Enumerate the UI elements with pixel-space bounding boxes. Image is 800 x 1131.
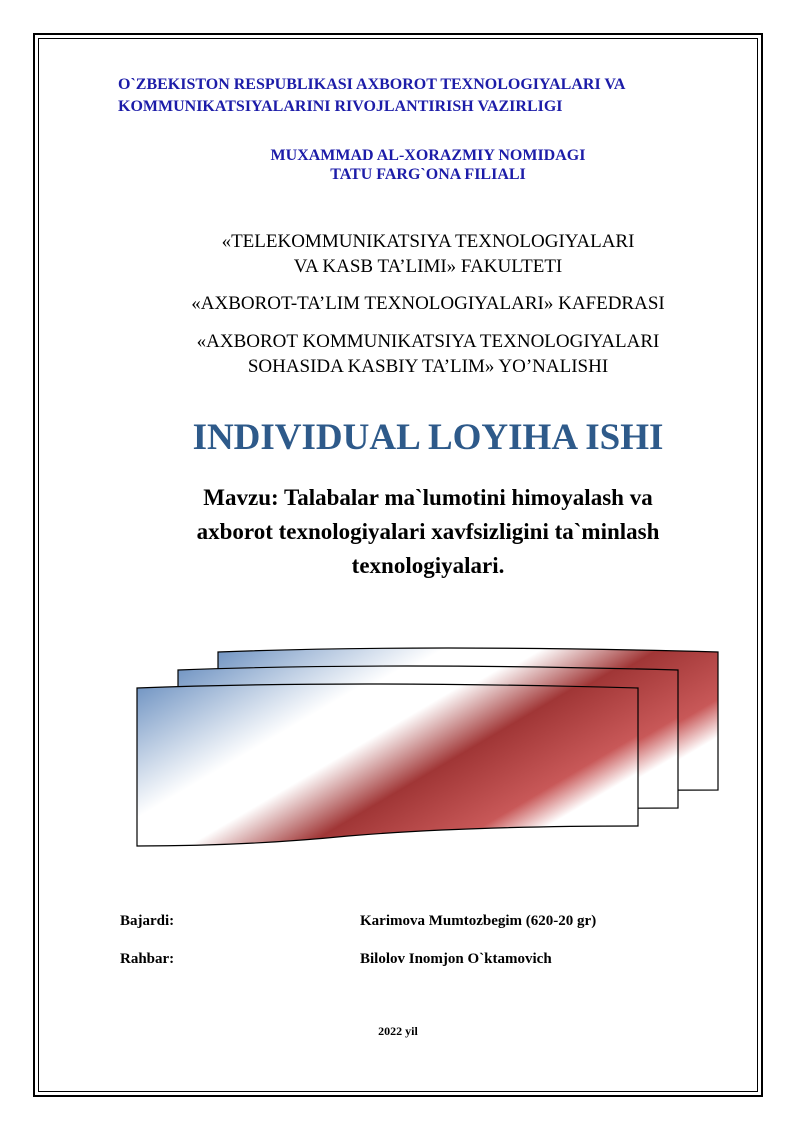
direction-line-2: SOHASIDA KASBIY TA’LIM» YO’NALISHI [247,356,609,377]
direction-line-1: «AXBOROT KOMMUNIKATSIYA TEXNOLOGIYALARI [196,331,660,352]
branch-line-2: TATU FARG`ONA FILIALI [330,166,526,183]
direction-name [0,329,800,379]
performed-by-label: Bajardi: [120,913,175,929]
topic-line-3: texnologiyalari. [351,553,505,578]
ministry-name [118,74,738,118]
faculty-name [0,229,800,279]
ministry-line-2: KOMMUNIKATSIYALARINI RIVOJLANTIRISH VAZIRLIGI [118,98,563,115]
performed-by-value: Karimova Mumtozbegim (620-20 gr) [360,913,597,929]
document-title: INDIVIDUAL LOYIHA ISHI [192,417,664,458]
faculty-line-1: «TELEKOMMUNIKATSIYA TEXNOLOGIYALARI [221,231,635,252]
branch-name [0,146,800,184]
year: 2022 yil [378,1024,418,1038]
banner-sheet-front [137,684,638,846]
supervisor-label: Rahbar: [120,951,175,967]
department-name: «AXBOROT-TA’LIM TEXNOLOGIYALARI» KAFEDRASI [191,293,665,314]
topic-line-2: axborot texnologiyalari xavfsizligini ta`minlash [196,519,660,544]
decorative-wave-banner [128,640,728,850]
supervisor-value: Bilolov Inomjon O`ktamovich [360,951,552,967]
branch-line-1: MUXAMMAD AL-XORAZMIY NOMIDAGI [270,147,586,164]
faculty-line-2: VA KASB TA’LIMI» FAKULTETI [293,256,563,277]
ministry-line-1: O`ZBEKISTON RESPUBLIKASI AXBOROT TEXNOLOGIYALARI VA [118,76,626,93]
topic [140,481,716,583]
topic-line-1: Mavzu: Talabalar ma`lumotini himoyalash va [203,485,653,510]
